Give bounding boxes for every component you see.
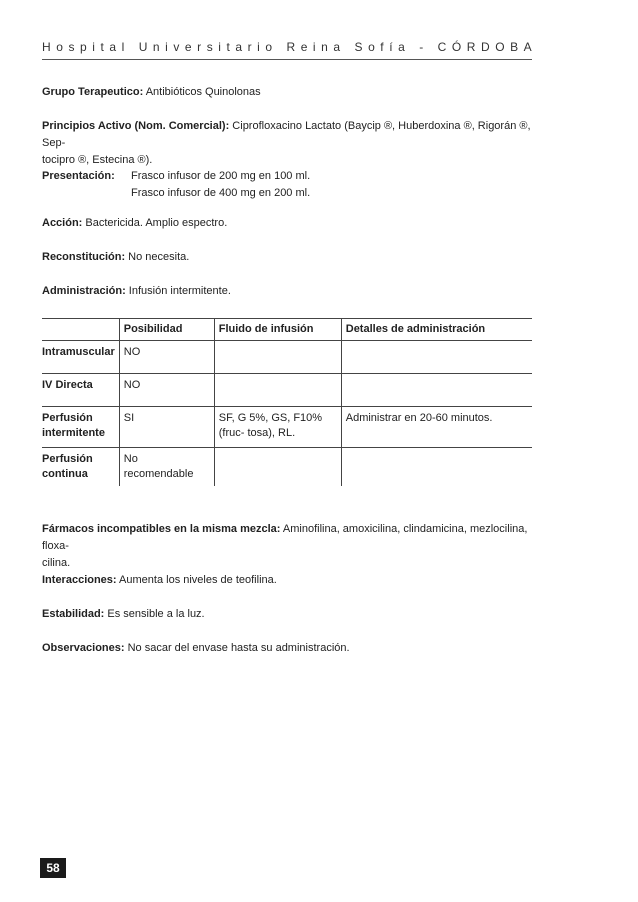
- accion-value: Bactericida. Amplio espectro.: [82, 217, 228, 229]
- header-letter: o: [368, 40, 375, 54]
- header-letter: H: [42, 40, 51, 54]
- header-letter: s: [68, 40, 75, 54]
- header-letter: a: [333, 40, 341, 54]
- table-row: [42, 374, 532, 407]
- presentacion-label: Presentación:: [42, 170, 115, 182]
- table-cell-via: Perfusión intermitente: [42, 412, 105, 439]
- header-letter: O: [495, 40, 505, 54]
- table-header-row: [42, 319, 532, 341]
- table-cell-posibilidad: NO: [119, 341, 214, 374]
- header-letter: -: [419, 40, 424, 54]
- reconstitucion-label: Reconstitución:: [42, 251, 126, 263]
- estabilidad-value: Es sensible a la luz.: [104, 608, 205, 620]
- table-cell-via: Perfusión continua: [42, 453, 93, 480]
- incompatibles-label: Fármacos incompatibles en la misma mezcla:: [42, 523, 281, 535]
- header-letter: [410, 40, 413, 54]
- header-letter: t: [226, 40, 230, 54]
- estabilidad: [42, 606, 532, 623]
- observaciones: [42, 640, 532, 657]
- table-cell-via: Intramuscular: [42, 346, 115, 358]
- interacciones-label: Interacciones:: [42, 574, 117, 586]
- table-cell-via: IV Directa: [42, 379, 93, 391]
- header-letter: f: [380, 40, 384, 54]
- page-number: 58: [40, 858, 66, 878]
- table-header-via: [42, 319, 119, 341]
- header-letter: o: [265, 40, 273, 54]
- table-cell-fluido: SF, G 5%, GS, F10% (fruc- tosa), RL.: [214, 407, 341, 448]
- observaciones-label: Observaciones:: [42, 642, 125, 654]
- farmacos-incompatibles: [42, 521, 532, 572]
- running-header: [42, 40, 532, 54]
- interacciones: [42, 572, 532, 589]
- header-letter: [278, 40, 281, 54]
- table-cell-detalles: [341, 341, 532, 374]
- table-cell-detalles: Administrar en 20-60 minutos.: [341, 407, 532, 448]
- header-letter: a: [109, 40, 117, 54]
- table-cell-posibilidad: NO: [119, 374, 214, 407]
- header-letter: i: [92, 40, 95, 54]
- header-letter: r: [247, 40, 252, 54]
- presentacion-line2: Frasco infusor de 400 mg en 200 ml.: [131, 187, 311, 199]
- header-letter: R: [286, 40, 296, 54]
- presentacion-line1: Frasco infusor de 200 mg en 100 ml.: [131, 170, 311, 182]
- header-letter: i: [218, 40, 221, 54]
- header-letter: C: [437, 40, 447, 54]
- reconstitucion: [42, 249, 532, 266]
- header-letter: B: [510, 40, 519, 54]
- header-letter: a: [398, 40, 405, 54]
- header-letter: v: [173, 40, 180, 54]
- administracion-value: Infusión intermitente.: [125, 285, 231, 297]
- accion-label: Acción:: [42, 217, 83, 229]
- administracion: [42, 283, 532, 300]
- header-letter: [346, 40, 349, 54]
- presentacion: [42, 168, 532, 202]
- grupo-label: Grupo Terapeutico:: [42, 86, 144, 98]
- table-cell-posibilidad: SI: [119, 407, 214, 448]
- header-letter: S: [354, 40, 363, 54]
- header-letter: e: [300, 40, 308, 54]
- principios-label: Principios Activo (Nom. Comercial):: [42, 120, 230, 132]
- table-header-fluido: Fluido de infusión: [214, 319, 341, 341]
- reconstitucion-value: No necesita.: [125, 251, 190, 263]
- header-letter: i: [257, 40, 260, 54]
- header-letter: o: [56, 40, 63, 54]
- header-letter: l: [121, 40, 125, 54]
- principios-value-line2: tocipro ®, Estecina ®).: [42, 154, 153, 166]
- table-cell-posibilidad: No recomendable: [119, 448, 214, 487]
- header-letter: t: [100, 40, 104, 54]
- header-letter: e: [184, 40, 192, 54]
- table-cell-detalles: [341, 374, 532, 407]
- header-letter: í: [389, 40, 393, 54]
- accion: [42, 215, 532, 232]
- administration-table: [42, 318, 532, 486]
- principios-value-line1: Ciprofloxacino Lactato (Baycip ®, Huberdoxina ®, Rigorán ®, Sep-: [42, 120, 531, 149]
- table-row: [42, 448, 532, 487]
- header-letter: [130, 40, 133, 54]
- grupo-value: Antibióticos Quinolonas: [143, 86, 261, 98]
- administracion-label: Administración:: [42, 285, 126, 297]
- incompatibles-value-line1: Aminofilina, amoxicilina, clindamicina, mezlocilina, floxa-: [42, 523, 528, 552]
- table-cell-fluido: [214, 341, 341, 374]
- header-letter: s: [206, 40, 213, 54]
- table-cell-fluido: [214, 448, 341, 487]
- table-row: [42, 407, 532, 448]
- header-divider: [42, 59, 532, 60]
- header-letter: p: [80, 40, 87, 54]
- table-header-posibilidad: Posibilidad: [119, 319, 214, 341]
- header-letter: R: [466, 40, 476, 54]
- interacciones-value: Aumenta los niveles de teofilina.: [116, 574, 277, 586]
- header-letter: n: [321, 40, 328, 54]
- header-letter: i: [165, 40, 168, 54]
- estabilidad-label: Estabilidad:: [42, 608, 105, 620]
- header-letter: r: [197, 40, 202, 54]
- header-letter: a: [235, 40, 243, 54]
- incompatibles-value-line2: cilina.: [42, 557, 71, 569]
- principios-activo: [42, 118, 532, 169]
- header-letter: n: [152, 40, 160, 54]
- table-header-detalles: Detalles de administración: [341, 319, 532, 341]
- table-cell-fluido: [214, 374, 341, 407]
- observaciones-value: No sacar del envase hasta su administración.: [124, 642, 350, 654]
- grupo-terapeutico: [42, 84, 532, 101]
- table-cell-detalles: [341, 448, 532, 487]
- header-letter: [429, 40, 432, 54]
- header-letter: A: [523, 40, 532, 54]
- header-letter: Ó: [451, 40, 462, 54]
- table-row: [42, 341, 532, 374]
- header-letter: i: [312, 40, 316, 54]
- header-letter: D: [480, 40, 490, 54]
- header-letter: U: [138, 40, 148, 54]
